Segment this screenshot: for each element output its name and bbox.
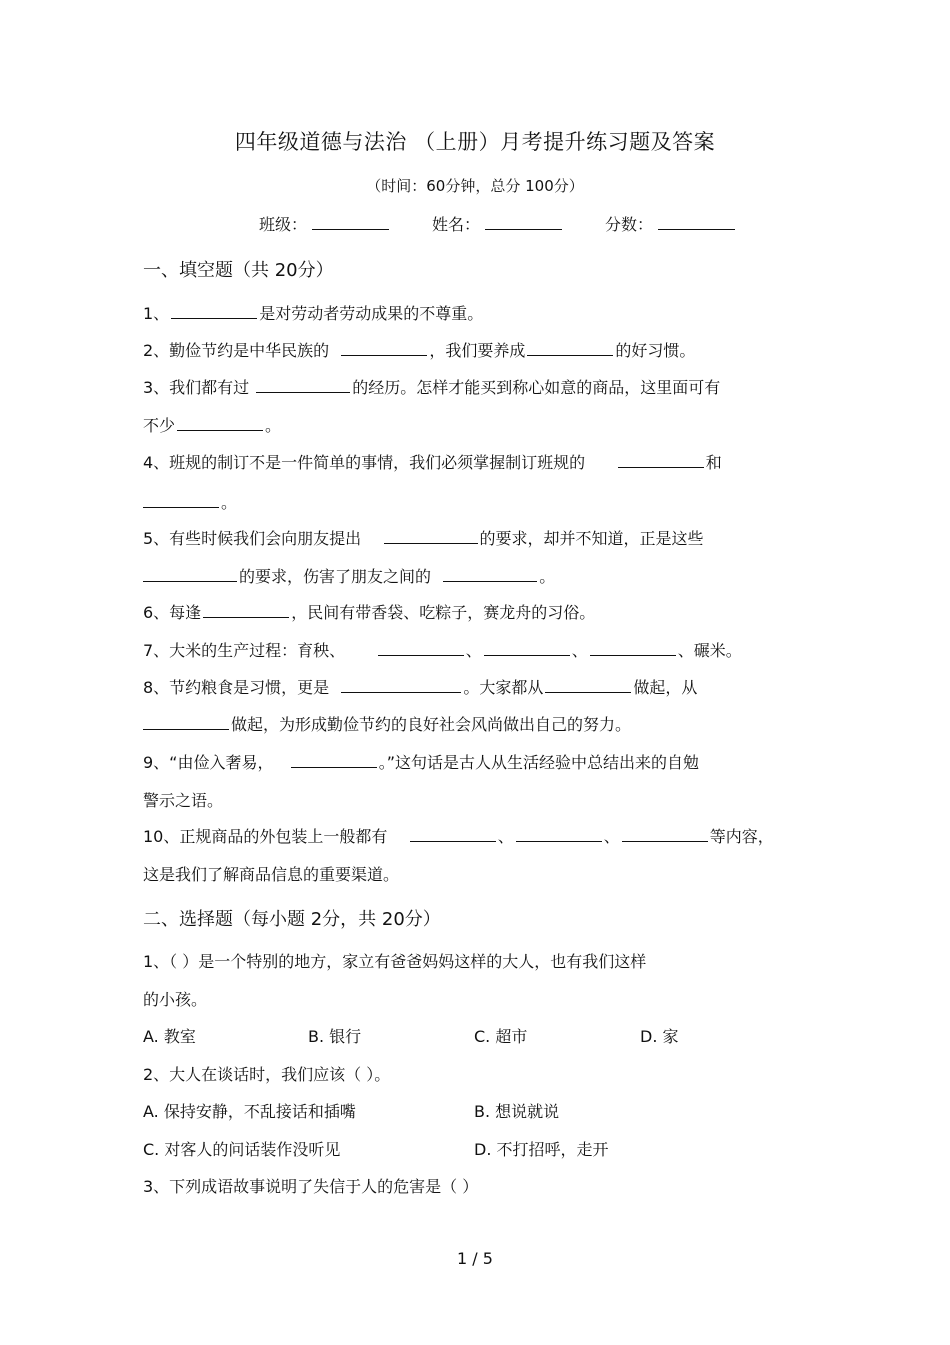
section-heading-multiple-choice: 二、选择题（每小题 2分，共 20分） — [143, 909, 441, 930]
answer-blank — [516, 825, 602, 842]
question-9-cont — [143, 788, 223, 811]
answer-blank — [384, 527, 478, 544]
question-text: 和 — [705, 453, 722, 472]
option-c: C. 超市 — [474, 1027, 528, 1046]
question-text: 4、班规的制订不是一件简单的事情，我们必须掌握制订班规的 — [143, 453, 586, 472]
answer-blank — [291, 751, 377, 768]
answer-blank — [341, 676, 461, 693]
question-text: 、 — [465, 641, 482, 660]
answer-blank — [143, 491, 219, 508]
name-label: 姓名： — [432, 215, 481, 234]
answer-blank — [143, 713, 229, 730]
question-4-cont — [143, 490, 237, 513]
page-title: 四年级道德与法治 （上册）月考提升练习题及答案 — [234, 130, 716, 154]
question-8 — [143, 675, 697, 698]
question-text: 是对劳动者劳动成果的不尊重。 — [259, 304, 484, 323]
question-text: 、碾米。 — [677, 641, 742, 660]
class-label: 班级： — [259, 215, 308, 234]
question-8-cont — [143, 712, 631, 735]
question-text: 。大家都从 — [463, 678, 544, 697]
question-1 — [143, 301, 483, 324]
question-text: 这是我们了解商品信息的重要渠道。 — [143, 865, 400, 884]
question-text: 10、正规商品的外包装上一般都有 — [143, 827, 388, 846]
question-6 — [143, 600, 595, 623]
question-2 — [143, 338, 695, 361]
class-field — [259, 212, 389, 235]
answer-blank — [171, 302, 257, 319]
question-text: 6、每逢 — [143, 603, 202, 622]
option-b: B. 想说就说 — [474, 1102, 560, 1121]
question-text: 5、有些时候我们会向朋友提出 — [143, 529, 362, 548]
answer-blank — [410, 825, 496, 842]
option-a: A. 保持安静，不乱接话和插嘴 — [143, 1102, 356, 1121]
question-text: 。 — [265, 416, 282, 435]
answer-blank — [545, 676, 631, 693]
question-9 — [143, 750, 699, 773]
question-text: 。 — [539, 567, 556, 586]
answer-blank — [618, 451, 704, 468]
question-text: 。 — [221, 493, 238, 512]
question-text: 不少 — [143, 416, 176, 435]
question-text: 9、“由俭入奢易， — [143, 753, 274, 772]
question-10 — [143, 824, 774, 847]
question-10-cont — [143, 862, 399, 885]
question-text: 做起，为形成勤俭节约的良好社会风尚做出自己的努力。 — [231, 715, 632, 734]
question-text: 的好习惯。 — [615, 341, 696, 360]
question-text: 。”这句话是古人从生活经验中总结出来的自勉 — [378, 753, 700, 772]
answer-blank — [143, 565, 237, 582]
question-5-cont — [143, 564, 555, 587]
option-c: C. 对客人的问话装作没听见 — [143, 1140, 341, 1159]
question-4 — [143, 450, 722, 473]
question-text: ，我们要养成 — [429, 341, 526, 360]
question-5 — [143, 526, 704, 549]
answer-blank — [484, 639, 570, 656]
answer-blank — [527, 339, 613, 356]
option-d: D. 不打招呼，走开 — [474, 1140, 609, 1159]
question-text: 8、节约粮食是习惯，更是 — [143, 678, 330, 697]
question-7 — [143, 638, 742, 661]
question-3-cont — [143, 413, 281, 436]
page-number: 1 / 5 — [457, 1249, 493, 1268]
option-a: A. 教室 — [143, 1027, 196, 1046]
score-blank — [658, 212, 735, 230]
question-text: 2、勤俭节约是中华民族的 — [143, 341, 330, 360]
answer-blank — [256, 376, 350, 393]
choice-question-2: 2、大人在谈话时，我们应该（ ）。 — [143, 1065, 391, 1084]
answer-blank — [443, 565, 537, 582]
question-text: 、 — [603, 827, 620, 846]
name-blank — [485, 212, 562, 230]
answer-blank — [590, 639, 676, 656]
answer-blank — [341, 339, 427, 356]
question-text: 7、大米的生产过程：育秧、 — [143, 641, 346, 660]
answer-blank — [177, 414, 263, 431]
question-text: 的经历。怎样才能买到称心如意的商品，这里面可有 — [352, 378, 721, 397]
option-d: D. 家 — [640, 1027, 679, 1046]
choice-question-3: 3、下列成语故事说明了失信于人的危害是（ ） — [143, 1177, 479, 1196]
question-text: 3、我们都有过 — [143, 378, 250, 397]
exam-subtitle: （时间：60分钟，总分 100分） — [366, 177, 584, 195]
question-text: 、 — [571, 641, 588, 660]
question-number: 1、 — [143, 304, 170, 323]
question-text: 的要求，却并不知道，正是这些 — [479, 529, 704, 548]
question-text: ，民间有带香袋、吃粽子，赛龙舟的习俗。 — [291, 603, 596, 622]
question-text: 做起，从 — [633, 678, 698, 697]
question-text: 等内容， — [709, 827, 774, 846]
section-heading-fill-in: 一、填空题（共 20分） — [143, 260, 334, 281]
name-field — [432, 212, 562, 235]
answer-blank — [378, 639, 464, 656]
score-label: 分数： — [605, 215, 654, 234]
choice-question-1: 1、（ ）是一个特别的地方，家立有爸爸妈妈这样的大人，也有我们这样 — [143, 952, 647, 971]
question-3 — [143, 375, 720, 398]
score-field — [605, 212, 735, 235]
answer-blank — [622, 825, 708, 842]
question-text: 警示之语。 — [143, 791, 224, 810]
choice-question-1-cont: 的小孩。 — [143, 990, 208, 1009]
class-blank — [312, 212, 389, 230]
question-text: 的要求，伤害了朋友之间的 — [239, 567, 432, 586]
option-b: B. 银行 — [308, 1027, 362, 1046]
answer-blank — [203, 601, 289, 618]
question-text: 、 — [497, 827, 514, 846]
